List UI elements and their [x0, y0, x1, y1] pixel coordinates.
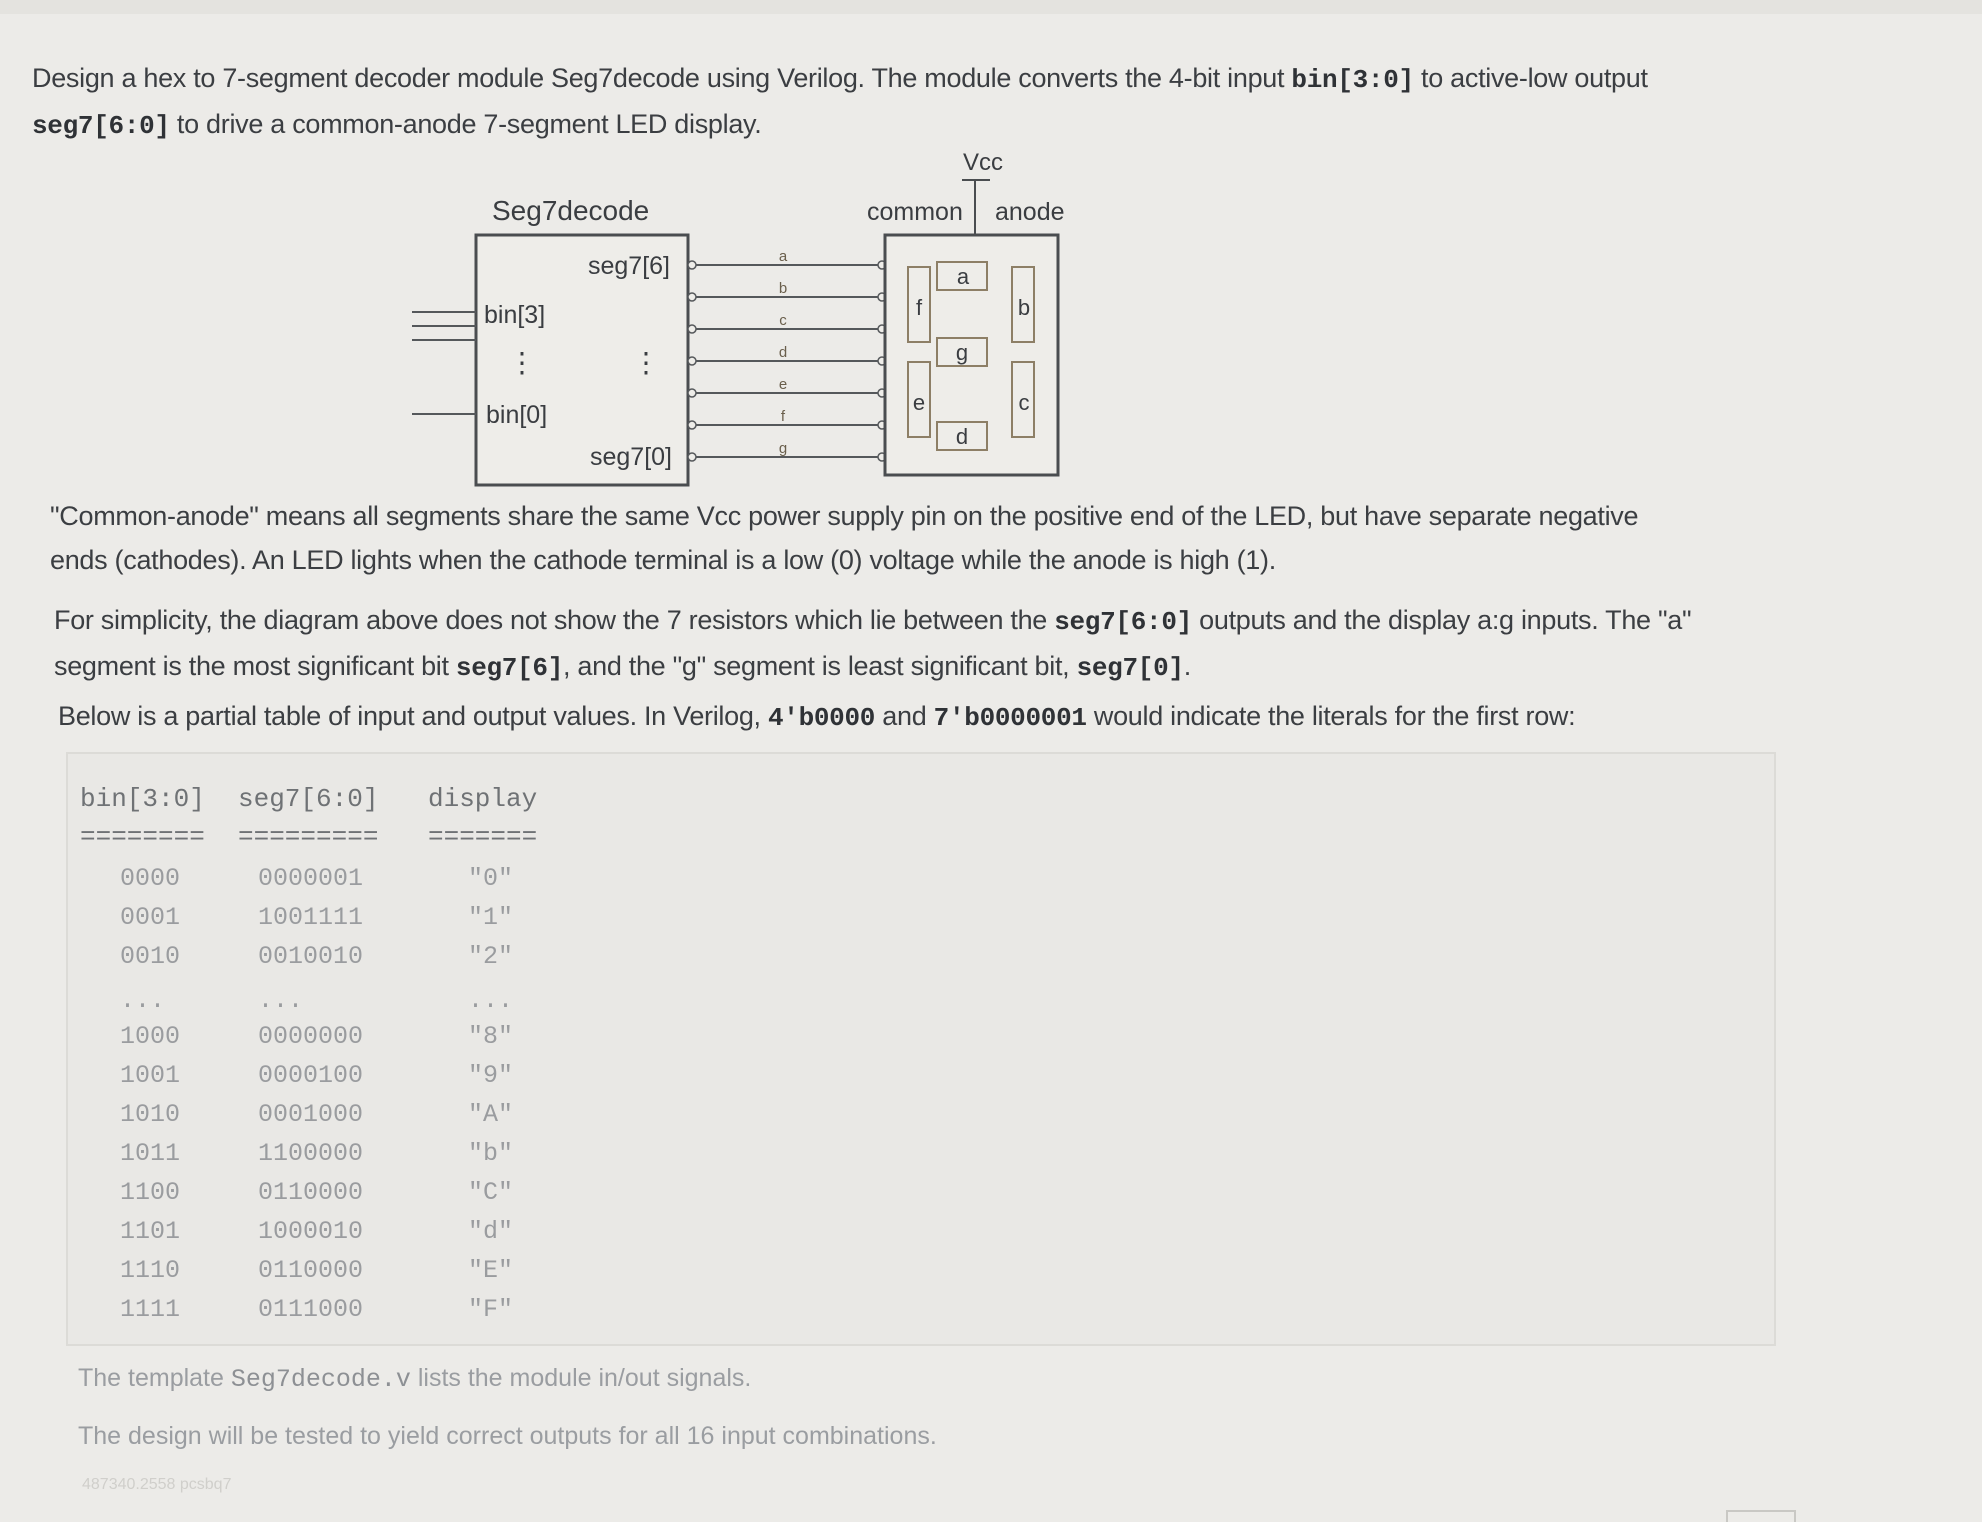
simplicity-text: For simplicity, the diagram above does not show the 7 resistors which lie between the — [54, 605, 1055, 635]
input-label-bin0: bin[0] — [486, 401, 548, 429]
output-label-seg7-6: seg7[6] — [588, 252, 671, 280]
module-title: Seg7decode — [492, 195, 650, 226]
below-text: and — [875, 701, 934, 731]
simplicity-line-2 — [54, 644, 1691, 690]
corner-button-edge[interactable] — [1726, 1510, 1796, 1522]
input-label-bin3: bin[3] — [484, 301, 546, 329]
segment-label-a: a — [956, 264, 970, 289]
table-cell: 1001 — [120, 1061, 181, 1090]
table-cell: 1101 — [120, 1217, 181, 1246]
test-note: The design will be tested to yield correct outputs for all 16 input combinations. — [78, 1422, 937, 1450]
inversion-bubble — [688, 293, 696, 301]
table-cell: ... — [120, 986, 166, 1015]
input-dots: ⋮ — [508, 347, 536, 378]
simplicity-text: outputs and the display a:g inputs. The "a" — [1191, 605, 1692, 635]
table-cell: 0111000 — [258, 1295, 364, 1324]
table-cell: "C" — [468, 1178, 514, 1207]
intro-text: to active-low output — [1413, 63, 1648, 93]
simplicity-text: , and the "g" segment is least significant bit, — [563, 651, 1077, 681]
table-cell: 1100 — [120, 1178, 181, 1207]
table-cell: 1001111 — [258, 903, 364, 932]
below-line — [58, 694, 1575, 740]
table-cell: "d" — [468, 1217, 514, 1246]
table-cell: ======== — [80, 822, 205, 852]
table-cell: 0000100 — [258, 1061, 364, 1090]
table-cell: "2" — [468, 942, 514, 971]
below-paragraph — [58, 694, 1575, 740]
below-text: would indicate the literals for the first row: — [1086, 701, 1576, 731]
code-seg7-range: seg7[6:0] — [1054, 607, 1192, 637]
table-cell: ... — [258, 986, 304, 1015]
table-cell: 0000000 — [258, 1022, 364, 1051]
code-seg7-0: seg7[0] — [1076, 653, 1184, 683]
table-cell: "F" — [468, 1295, 514, 1324]
table-cell: 0001000 — [258, 1100, 364, 1129]
wire-label-e: e — [778, 376, 788, 393]
watermark: 487340.2558 pcsbq7 — [82, 1476, 232, 1493]
simplicity-text: segment is the most significant bit — [54, 651, 456, 681]
simplicity-line-1 — [54, 598, 1691, 644]
table-cell: 1100000 — [258, 1139, 364, 1168]
table-cell: "8" — [468, 1022, 514, 1051]
wire-label-d: d — [778, 344, 788, 361]
segment-label-f: f — [915, 295, 923, 320]
table-cell: 1011 — [120, 1139, 181, 1168]
table-cell: 0010010 — [258, 942, 364, 971]
input-wires — [412, 312, 476, 414]
table-cell: "0" — [468, 864, 514, 893]
table-cell: 1000 — [120, 1022, 181, 1051]
code-seg7-6: seg7[6] — [455, 653, 564, 683]
code-template-file: Seg7decode.v — [230, 1365, 411, 1394]
seg7decode-diagram — [400, 140, 1100, 500]
inversion-bubble — [688, 325, 696, 333]
table-cell: ========= — [238, 822, 379, 852]
segment-label-b: b — [1017, 295, 1031, 320]
segment-label-d: d — [955, 424, 969, 449]
table-cell: 1010 — [120, 1100, 181, 1129]
inversion-bubble — [688, 357, 696, 365]
code-literal-bin: 4'b0000 — [767, 703, 876, 733]
common-anode-line-1: "Common-anode" means all segments share the same Vcc power supply pin on the positive end of the LED, but have separate negative — [50, 501, 1639, 531]
table-cell: 1000010 — [258, 1217, 364, 1246]
table-cell: 0000 — [120, 864, 181, 893]
table-cell: "b" — [468, 1139, 514, 1168]
table-cell: "9" — [468, 1061, 514, 1090]
inversion-bubble — [688, 261, 696, 269]
table-cell: seg7[6:0] — [238, 784, 379, 814]
table-cell: display — [428, 784, 538, 814]
segment-label-c: c — [1018, 390, 1030, 415]
inversion-bubble — [688, 453, 696, 461]
vcc-label: Vcc — [963, 149, 1004, 176]
table-cell: 0010 — [120, 942, 181, 971]
top-edge — [0, 0, 1982, 14]
intro-paragraph — [32, 56, 1648, 148]
wire-label-f: f — [780, 408, 786, 425]
code-literal-seg7: 7'b0000001 — [933, 703, 1087, 733]
code-seg7: seg7[6:0] — [32, 111, 170, 141]
table-cell: 1110 — [120, 1256, 181, 1285]
inversion-bubble — [688, 389, 696, 397]
simplicity-paragraph — [54, 598, 1691, 690]
code-bin: bin[3:0] — [1291, 65, 1414, 95]
wire-label-b: b — [778, 280, 788, 297]
common-anode-line-2: ends (cathodes). An LED lights when the cathode terminal is a low (0) voltage while the anode is high (1). — [50, 545, 1276, 575]
table-cell: "1" — [468, 903, 514, 932]
footer-text: The template — [78, 1364, 231, 1392]
table-cell: bin[3:0] — [80, 784, 205, 814]
footer-text: lists the module in/out signals. — [410, 1364, 752, 1392]
common-anode-paragraph — [50, 494, 1638, 582]
template-note — [78, 1364, 751, 1394]
output-dots: ⋮ — [632, 347, 660, 378]
segment-label-e: e — [912, 390, 926, 415]
below-text: Below is a partial table of input and output values. In Verilog, — [58, 701, 768, 731]
wire-label-g: g — [778, 440, 788, 457]
wire-label-c: c — [779, 312, 787, 329]
table-cell: ======= — [428, 822, 538, 852]
inversion-bubble — [688, 421, 696, 429]
table-cell: "E" — [468, 1256, 514, 1285]
display-box — [885, 235, 1058, 475]
simplicity-text: . — [1183, 651, 1191, 681]
segment-label-g: g — [955, 340, 969, 365]
table-cell: 0110000 — [258, 1256, 364, 1285]
intro-line-1 — [32, 56, 1648, 102]
output-wires — [688, 248, 886, 461]
intro-text: Design a hex to 7-segment decoder module Seg7decode using Verilog. The module converts the 4-bit input — [32, 63, 1292, 93]
output-label-seg7-0: seg7[0] — [590, 443, 673, 471]
table-cell: 1111 — [120, 1295, 181, 1324]
wire-label-a: a — [778, 248, 788, 265]
table-cell: 0001 — [120, 903, 181, 932]
table-cell: 0110000 — [258, 1178, 364, 1207]
intro-text: to drive a common-anode 7-segment LED display. — [169, 109, 762, 139]
table-cell: "A" — [468, 1100, 514, 1129]
table-cell: 0000001 — [258, 864, 364, 893]
table-cell: ... — [468, 986, 514, 1015]
common-label: common — [867, 198, 963, 226]
anode-label: anode — [995, 198, 1065, 226]
